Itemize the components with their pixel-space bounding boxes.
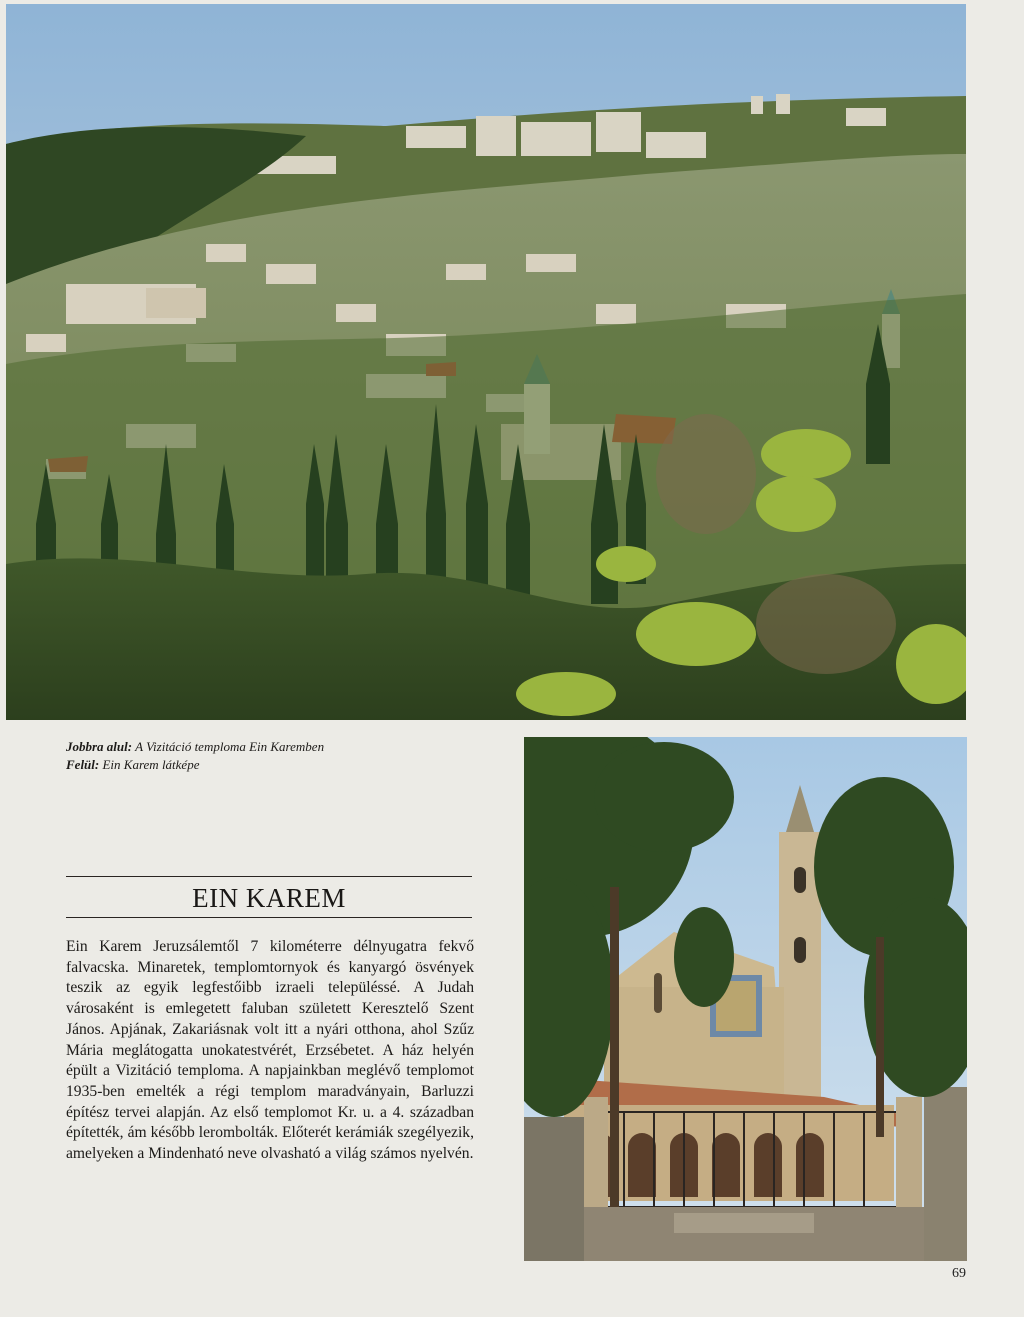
page-number: 69 xyxy=(952,1266,966,1281)
section-heading: EIN KAREM xyxy=(192,883,346,913)
caption-top xyxy=(66,756,486,774)
caption-label: Felül: xyxy=(66,757,100,772)
panorama-illustration xyxy=(6,4,966,720)
church-illustration xyxy=(524,737,967,1261)
heading-rule-bottom xyxy=(66,917,472,918)
caption-text: Ein Karem látképe xyxy=(102,757,200,772)
caption-label: Jobbra alul: xyxy=(66,739,133,754)
caption-text: A Vizitáció temploma Ein Karemben xyxy=(135,739,325,754)
article-body: Ein Karem Jeruzsálemtől 7 kilométerre délnyugatra fekvő falvacska. Minaretek, templomtornyok és kanyargó ösvények teszik az egyik legfestőibb izraeli településsé. A Judah városaként is emlegetett faluban született Keresztelő Szent János. Apjának, Zakariásnak volt itt a nyári otthona, ahol Szűz Mária meglátogatta unokatestvérét, Erzsébetet. A ház helyén épült a Vizitáció temploma. A napjainkban meglévő templomot 1935-ben emelték a régi templom maradványain, Barluzzi építész tervei alapján. Az első templomot Kr. u. a 4. században építették, ám később lerombolták. Előterét kerámiák szegélyezik, amelyeken a Mindenható neve olvasható a világ számos nyelvén. xyxy=(66,938,474,1163)
caption-bottom-right xyxy=(66,738,486,756)
visitation-church-photo xyxy=(524,737,967,1261)
section-heading-block xyxy=(66,876,472,918)
photo-captions xyxy=(66,738,486,774)
ein-karem-panorama-photo xyxy=(6,4,966,720)
